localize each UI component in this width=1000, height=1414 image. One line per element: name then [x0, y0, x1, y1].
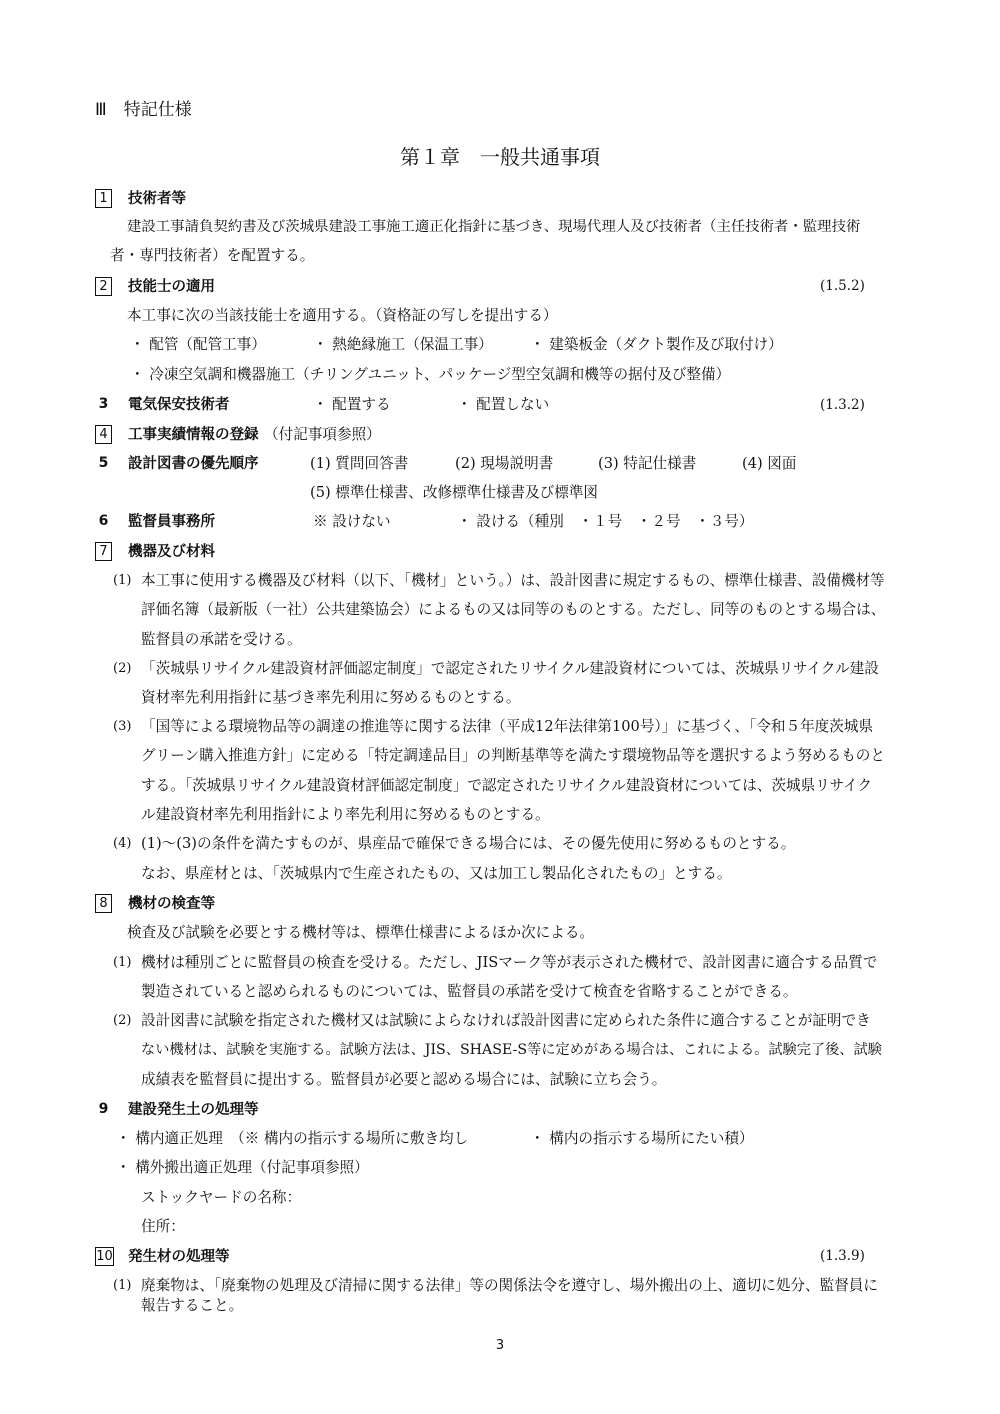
- item-text: (1)～(3)の条件を満たすものが、県産品で確保できる場合には、その優先使用に努めるものとする。: [141, 835, 796, 852]
- option-item: ・ 構外搬出適正処理（付記事項参照）: [116, 1159, 369, 1176]
- option-item: ・ 構内適正処理 （※ 構内の指示する場所に敷き均し: [116, 1130, 469, 1147]
- list-item: ・ 配管（配管工事）: [130, 336, 266, 353]
- item-label: (4): [113, 836, 132, 851]
- item-label: (1): [113, 573, 132, 588]
- item-label: (2): [113, 1013, 132, 1028]
- option-item: ※ 設けない: [313, 513, 391, 530]
- section-title: 工事実績情報の登録: [128, 427, 259, 443]
- section-title: 技術者等: [128, 191, 186, 207]
- section-body: 者・専門技術者）を配置する。: [110, 247, 315, 264]
- address-label: 住所：: [141, 1218, 185, 1235]
- item-text: 「国等による環境物品等の調達の推進等に関する法律（平成12年法律第100号）」に基づく、「令和５年度茨城県: [141, 718, 874, 735]
- item-text: する。「茨城県リサイクル建設資材評価認定制度」で認定されたリサイクル建設資材については、茨城県リサイク: [141, 777, 872, 794]
- section-title: 監督員事務所: [128, 514, 215, 530]
- section-note: （付記事項参照）: [264, 426, 381, 443]
- section-number-box: 8: [95, 894, 112, 913]
- section-number: 5: [98, 455, 109, 471]
- item-label: (2): [113, 661, 132, 676]
- item-label: (1): [113, 1278, 132, 1293]
- section-number: 9: [98, 1101, 109, 1117]
- stockyard-label: ストックヤードの名称：: [141, 1189, 302, 1206]
- section-number: 3: [98, 396, 109, 412]
- item-text: 報告すること。: [141, 1297, 244, 1314]
- section-body: 検査及び試験を必要とする機材等は、標準仕様書によるほか次による。: [127, 924, 595, 941]
- section-title: 建設発生土の処理等: [128, 1102, 259, 1118]
- section-title: 発生材の処理等: [128, 1249, 230, 1265]
- page-number: 3: [495, 1338, 505, 1353]
- section-body: 本工事に次の当該技能士を適用する。（資格証の写しを提出する）: [127, 307, 558, 324]
- item-text: グリーン購入推進方針」に定める「特定調達品目」の判断基準等を満たす環境物品等を選択するよう努めるものと: [141, 747, 885, 764]
- item-text: 「茨城県リサイクル建設資材評価認定制度」で認定されたリサイクル建設資材については、茨城県リサイクル建設: [141, 660, 879, 677]
- section-title: 電気保安技術者: [128, 397, 230, 413]
- priority-item: (2) 現場説明書: [455, 455, 554, 472]
- priority-item: (5) 標準仕様書、改修標準仕様書及び標準図: [310, 484, 599, 501]
- priority-item: (4) 図面: [742, 455, 797, 472]
- section-number: 6: [98, 513, 109, 529]
- section-title: 機材の検査等: [128, 896, 215, 912]
- option-item: ・ 配置しない: [457, 396, 550, 413]
- chapter-title: 第１章 一般共通事項: [400, 145, 600, 169]
- section-reference: (1.3.9): [820, 1248, 865, 1264]
- section-reference: (1.5.2): [820, 278, 865, 294]
- section-number-box: 2: [95, 277, 112, 296]
- item-text: ない機材は、試験を実施する。試験方法は、JIS、SHASE-S等に定めがある場合は、これによる。試験完了後、試験: [141, 1042, 882, 1058]
- item-text: 監督員の承諾を受ける。: [141, 631, 302, 648]
- item-text: 廃棄物は、「廃棄物の処理及び清掃に関する法律」等の関係法令を遵守し、場外搬出の上、適切に処分、監督員に: [141, 1277, 878, 1294]
- section-body: 建設工事請負契約書及び茨城県建設工事施工適正化指針に基づき、現場代理人及び技術者（主任技術者・監理技術: [127, 219, 861, 235]
- section-title: 設計図書の優先順序: [128, 456, 259, 472]
- section-number-box: 4: [95, 425, 112, 444]
- item-text: 機材は種別ごとに監督員の検査を受ける。ただし、JISマーク等が表示された機材で、設計図書に適合する品質で: [141, 954, 878, 971]
- item-text: 評価名簿（最新版（一社）公共建築協会）によるもの又は同等のものとする。ただし、同等のものとする場合は、: [141, 601, 886, 618]
- section-reference: (1.3.2): [820, 397, 865, 413]
- item-label: (1): [113, 955, 132, 970]
- item-text: 製造されていると認められるものについては、監督員の承諾を受けて検査を省略することができる。: [141, 983, 798, 1000]
- item-text: なお、県産材とは、「茨城県内で生産されたもの、又は加工し製品化されたもの」とする。: [141, 865, 732, 882]
- section-number-box: 10: [96, 1249, 113, 1264]
- item-label: (3): [113, 719, 132, 734]
- option-item: ・ 設ける（種別 ・１号 ・２号 ・３号）: [457, 513, 754, 530]
- section-title: 機器及び材料: [128, 544, 215, 560]
- item-text: 成績表を監督員に提出する。監督員が必要と認める場合には、試験に立ち会う。: [141, 1071, 667, 1088]
- item-text: 設計図書に試験を指定された機材又は試験によらなければ設計図書に定められた条件に適合することが証明でき: [141, 1012, 871, 1029]
- list-item: ・ 冷凍空気調和機器施工（チリングユニット、パッケージ型空気調和機等の据付及び整備）: [130, 366, 731, 383]
- item-text: ル建設資材率先利用指針により率先利用に努めるものとする。: [141, 806, 550, 823]
- priority-item: (3) 特記仕様書: [598, 455, 697, 472]
- section-title: 技能士の適用: [128, 279, 215, 295]
- part-heading: Ⅲ 特記仕様: [95, 100, 192, 120]
- item-text: 本工事に使用する機器及び材料（以下、「機材」という。）は、設計図書に規定するもの、標準仕様書、設備機材等: [141, 572, 885, 589]
- option-item: ・ 構内の指示する場所にたい積）: [530, 1130, 754, 1147]
- section-number-box: 7: [95, 542, 112, 561]
- section-number-box: 1: [95, 189, 112, 208]
- priority-item: (1) 質問回答書: [310, 455, 409, 472]
- list-item: ・ 建築板金（ダクト製作及び取付け）: [530, 336, 783, 353]
- option-item: ・ 配置する: [313, 396, 391, 413]
- list-item: ・ 熱絶縁施工（保温工事）: [313, 336, 493, 353]
- item-text: 資材率先利用指針に基づき率先利用に努めるものとする。: [141, 689, 521, 706]
